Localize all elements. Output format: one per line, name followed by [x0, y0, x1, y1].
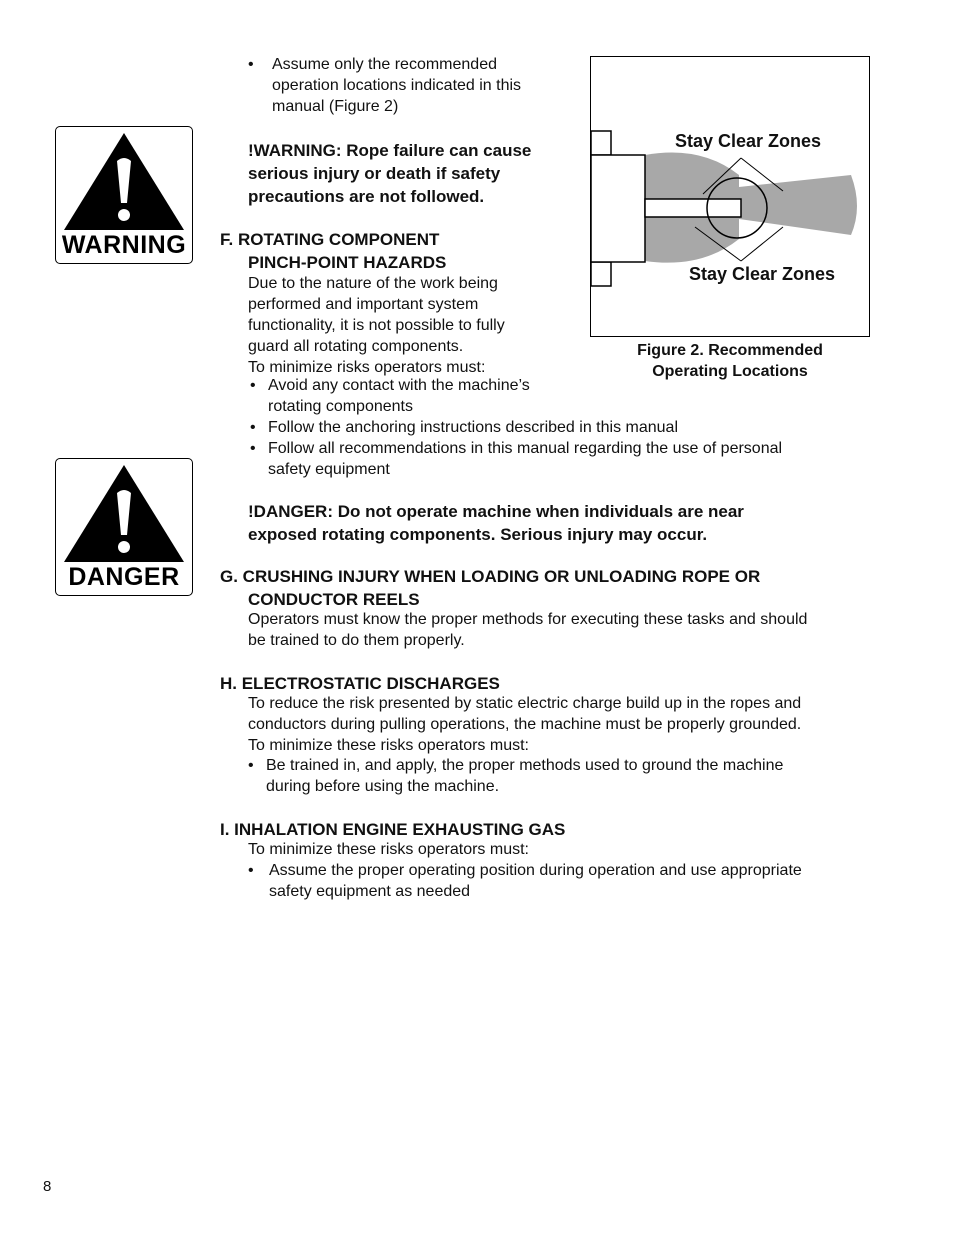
body-line: performed and important system: [248, 296, 479, 313]
caption-line: Operating Locations: [652, 363, 808, 380]
bullet-dot: •: [248, 757, 254, 774]
top-bullet-line: operation locations indicated in this: [272, 77, 522, 94]
bullet-line: Be trained in, and apply, the proper methods used to ground the machine: [266, 757, 784, 774]
warning-text: [248, 139, 578, 208]
bullet-dot: •: [248, 56, 254, 73]
section-f-heading: [220, 228, 446, 274]
section-g-body: [248, 609, 888, 651]
list-item: [250, 375, 870, 417]
bullet-dot: •: [248, 862, 254, 879]
section-i-heading: I. INHALATION ENGINE EXHAUSTING GAS: [220, 820, 566, 839]
bullet-line: Follow all recommendations in this manual regarding the use of personal: [268, 440, 783, 457]
warning-line: serious injury or death if safety: [248, 164, 501, 183]
operating-locations-diagram: [591, 57, 869, 336]
body-line: To reduce the risk presented by static electric charge build up in the ropes and: [248, 695, 802, 712]
heading-line: PINCH-POINT HAZARDS: [248, 253, 447, 272]
heading-line: CONDUCTOR REELS: [248, 590, 420, 609]
warning-line: !WARNING: Rope failure can cause: [248, 141, 532, 160]
section-g-heading: [220, 565, 880, 611]
bullet-dot: •: [250, 377, 256, 394]
section-f-bullets: [250, 375, 870, 480]
danger-line: exposed rotating components. Serious injury may occur.: [248, 525, 708, 544]
top-bullet-line: Assume only the recommended: [272, 56, 497, 73]
warning-sign: [55, 126, 193, 264]
body-line: conductors during pulling operations, the machine must be properly grounded.: [248, 716, 802, 733]
heading-line: G. CRUSHING INJURY WHEN LOADING OR UNLOADING ROPE OR: [220, 567, 761, 586]
caption-line: Figure 2. Recommended: [637, 342, 823, 359]
section-i-body: To minimize these risks operators must:: [248, 841, 529, 858]
bullet-dot: •: [250, 440, 256, 457]
stay-clear-label-bottom: Stay Clear Zones: [689, 264, 836, 284]
danger-sign: [55, 458, 193, 596]
warning-line: precautions are not followed.: [248, 187, 485, 206]
top-bullet-line: manual (Figure 2): [272, 98, 399, 115]
bullet-line: safety equipment as needed: [269, 883, 471, 900]
stay-clear-label-top: Stay Clear Zones: [675, 131, 822, 151]
section-f-body: [248, 273, 578, 378]
bullet-line: Assume the proper operating position during operation and use appropriate: [269, 862, 802, 879]
page-number: 8: [43, 1178, 52, 1195]
bullet-line: Follow the anchoring instructions described in this manual: [268, 419, 678, 436]
bullet-dot: •: [250, 419, 256, 436]
bullet-line: during before using the machine.: [266, 778, 500, 795]
bullet-line: rotating components: [268, 398, 413, 415]
list-item: [250, 438, 870, 480]
body-line: Operators must know the proper methods for executing these tasks and should: [248, 611, 808, 628]
section-h-body: [248, 693, 888, 756]
body-line: be trained to do them properly.: [248, 632, 465, 649]
danger-sign-word: DANGER: [68, 563, 180, 591]
body-line: To minimize risks operators must:: [248, 359, 486, 376]
bullet-line: safety equipment: [268, 461, 390, 478]
body-line: To minimize these risks operators must:: [248, 737, 529, 754]
figure-2-diagram: [590, 56, 870, 337]
bullet-line: Avoid any contact with the machine’s: [268, 377, 530, 394]
danger-text: [248, 500, 868, 546]
body-line: functionality, it is not possible to fully: [248, 317, 505, 334]
list-item: [250, 417, 870, 438]
heading-line: F. ROTATING COMPONENT: [220, 230, 440, 249]
body-line: guard all rotating components.: [248, 338, 464, 355]
body-line: Due to the nature of the work being: [248, 275, 498, 292]
warning-sign-word: WARNING: [61, 231, 187, 259]
danger-line: !DANGER: Do not operate machine when individuals are near: [248, 502, 744, 521]
section-h-heading: H. ELECTROSTATIC DISCHARGES: [220, 674, 500, 693]
